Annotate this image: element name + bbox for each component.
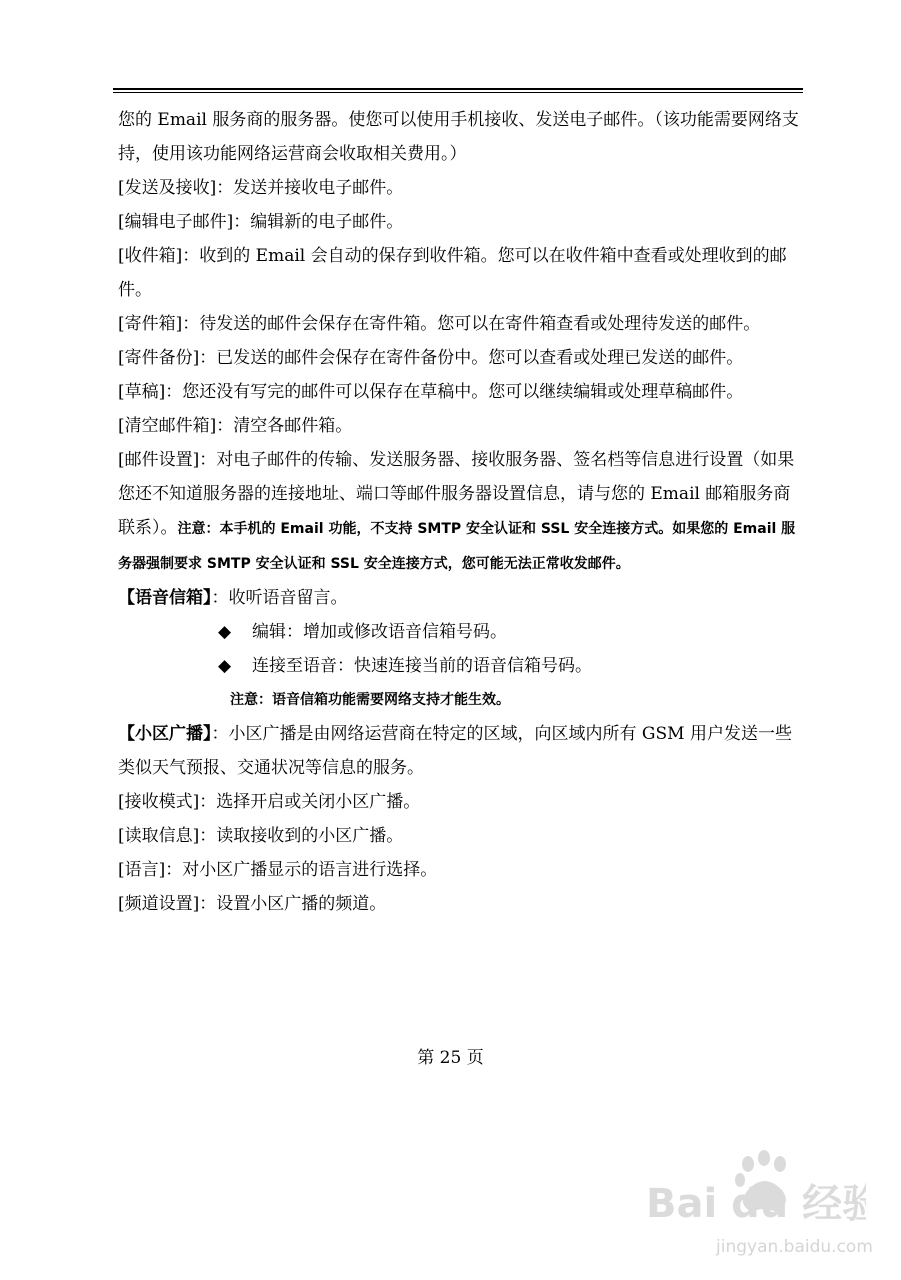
paragraph-email-intro: 您的 Email 服务商的服务器。使您可以使用手机接收、发送电子邮件。（该功能需要网络支持，使用该功能网络运营商会收取相关费用。） <box>118 110 799 164</box>
bullet-item-connect <box>118 649 802 683</box>
voicemail-heading: 【语音信箱】 <box>118 588 212 608</box>
paragraph-cell-broadcast <box>118 717 802 785</box>
document-body <box>118 103 802 921</box>
paragraph-read-info: [读取信息]：读取接收到的小区广播。 <box>118 826 404 846</box>
diamond-bullet-icon: ◆ <box>218 622 232 642</box>
diamond-bullet-icon: ◆ <box>218 656 232 676</box>
cell-broadcast-heading: 【小区广播】 <box>118 724 212 744</box>
paragraph-channel-settings: [频道设置]：设置小区广播的频道。 <box>118 894 387 914</box>
voicemail-note: 注意：语音信箱功能需要网络支持才能生效。 <box>230 692 510 708</box>
watermark-url: jingyan.baidu.com <box>716 1237 873 1257</box>
page-number: 第 25 页 <box>417 1048 484 1068</box>
paragraph-voicemail <box>118 581 802 615</box>
watermark-brand: Bai du 经验 <box>646 1181 866 1227</box>
paragraph-outbox: [寄件箱]：待发送的邮件会保存在寄件箱。您可以在寄件箱查看或处理待发送的邮件。 <box>118 314 761 334</box>
paragraph-mail-settings <box>118 443 802 581</box>
paragraph-compose: [编辑电子邮件]：编辑新的电子邮件。 <box>118 212 404 232</box>
cell-broadcast-description: ：小区广播是由网络运营商在特定的区域，向区域内所有 GSM 用户发送一些类似天气预报、交通状况等信息的服务。 <box>118 724 792 778</box>
baidu-logo-icon <box>636 1142 866 1242</box>
mail-settings-text: [邮件设置]：对电子邮件的传输、发送服务器、接收服务器、签名档等信息进行设置（如果您还不知道服务器的连接地址、端口等邮件服务器设置信息，请与您的 Email 邮箱服务商联系）。 <box>118 450 795 538</box>
mail-settings-note: 注意：本手机的 Email 功能，不支持 SMTP 安全认证和 SSL 安全连接方式。如果您的 Email 服务器强制要求 SMTP 安全认证和 SSL 安全连接方式，您可能无法正常收发邮件。 <box>118 521 796 572</box>
bullet-text-connect: 连接至语音：快速连接当前的语音信箱号码。 <box>252 656 592 676</box>
paragraph-language: [语言]：对小区广播显示的语言进行选择。 <box>118 860 438 880</box>
paragraph-inbox: [收件箱]：收到的 Email 会自动的保存到收件箱。您可以在收件箱中查看或处理收到的邮件。 <box>118 246 787 300</box>
header-rule <box>113 88 803 90</box>
paragraph-sent: [寄件备份]：已发送的邮件会保存在寄件备份中。您可以查看或处理已发送的邮件。 <box>118 348 744 368</box>
bullet-text-edit: 编辑：增加或修改语音信箱号码。 <box>252 622 507 642</box>
baidu-jingyan-watermark <box>636 1142 873 1272</box>
header-rule-thin <box>113 92 803 93</box>
paragraph-receive-mode: [接收模式]：选择开启或关闭小区广播。 <box>118 792 421 812</box>
bullet-item-edit <box>118 615 802 649</box>
voicemail-description: ：收听语音留言。 <box>211 588 348 608</box>
paragraph-clear-mailbox: [清空邮件箱]：清空各邮件箱。 <box>118 416 353 436</box>
paragraph-drafts: [草稿]：您还没有写完的邮件可以保存在草稿中。您可以继续编辑或处理草稿邮件。 <box>118 382 744 402</box>
paragraph-send-receive: [发送及接收]：发送并接收电子邮件。 <box>118 178 404 198</box>
